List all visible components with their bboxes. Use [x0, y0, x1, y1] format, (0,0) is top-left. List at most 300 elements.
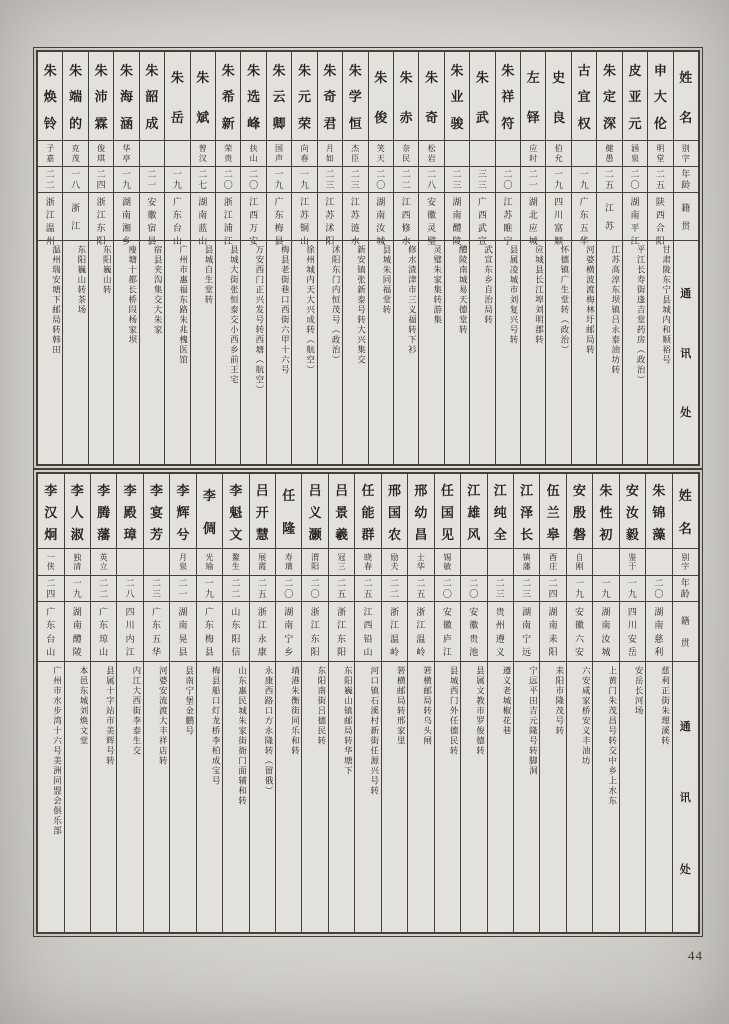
entry-alias — [292, 140, 316, 166]
glyph: 开 — [255, 504, 269, 520]
glyph: 泽 — [520, 504, 534, 520]
glyph: 四 — [548, 588, 558, 599]
glyph: 阳 — [231, 633, 241, 644]
entry-alias — [597, 140, 621, 166]
glyph: 一 — [274, 169, 284, 180]
entry-alias — [546, 140, 570, 166]
glyph: 月 — [325, 144, 334, 154]
glyph: 峰 — [247, 116, 261, 132]
entry-contact: 县城朱同福堂转 — [369, 240, 393, 464]
glyph: 二 — [45, 179, 55, 190]
entry-contact: 本邑东城刘焕文堂 — [65, 661, 90, 932]
glyph: 山 — [249, 153, 258, 163]
entry-alias — [567, 548, 592, 575]
glyph: 江 — [416, 620, 426, 631]
glyph: 鳌 — [231, 552, 240, 562]
glyph: 健 — [605, 144, 614, 154]
entry-alias — [318, 140, 342, 166]
glyph: 三 — [522, 588, 532, 599]
entry-name — [241, 52, 265, 140]
glyph: 广 — [152, 606, 162, 617]
glyph: 朱 — [297, 62, 311, 78]
glyph: 一 — [579, 169, 589, 180]
glyph: 元 — [297, 89, 311, 105]
glyph: 二 — [389, 588, 399, 599]
glyph: 吕 — [335, 482, 349, 498]
glyph: 敏 — [443, 562, 452, 571]
entry-age — [302, 575, 327, 601]
glyph: 的 — [69, 116, 83, 132]
glyph: 江 — [96, 210, 106, 220]
glyph: 五 — [579, 223, 589, 233]
entry-alias — [165, 140, 189, 166]
entry-contact: 箬横邮局转邢家里 — [382, 661, 407, 932]
entry-origin — [343, 192, 367, 246]
glyph: 城 — [601, 647, 611, 658]
glyph: 南 — [601, 620, 611, 631]
glyph: 朱 — [603, 62, 617, 78]
entry-age — [144, 575, 169, 601]
glyph: 徽 — [469, 620, 479, 631]
glyph: 羲 — [335, 526, 349, 542]
entry-age — [117, 575, 142, 601]
page-number: 44 — [688, 948, 703, 963]
glyph: 汝 — [625, 504, 639, 520]
glyph: 八 — [71, 179, 81, 190]
entry-alias — [593, 548, 618, 575]
glyph: 岭 — [389, 647, 399, 658]
entry-alias — [540, 548, 565, 575]
entry-age — [540, 575, 565, 601]
entry-column — [571, 52, 596, 464]
glyph: 李 — [44, 482, 58, 498]
entry-column — [215, 52, 240, 464]
entry-origin — [369, 192, 393, 246]
entry-alias — [355, 548, 380, 575]
glyph: 字 — [681, 562, 690, 571]
entry-name — [250, 474, 275, 548]
entry-age — [620, 575, 645, 601]
glyph: 江 — [520, 482, 534, 498]
glyph: 一 — [627, 578, 637, 589]
glyph: 宿 — [147, 223, 157, 233]
entry-age — [140, 166, 164, 192]
glyph: 江 — [401, 197, 411, 207]
glyph: 通 — [680, 287, 692, 300]
entry-contact: 内江大西街李泰生交 — [117, 661, 142, 932]
entry-age — [114, 166, 138, 192]
glyph: 五 — [257, 588, 267, 599]
entry-age — [276, 575, 301, 601]
glyph: 九 — [274, 179, 284, 190]
glyph: 山 — [198, 236, 208, 246]
entry-origin — [488, 601, 513, 661]
entry-column — [240, 52, 265, 464]
entry-name — [191, 52, 215, 140]
glyph: 皮 — [628, 62, 642, 78]
entry-alias — [114, 140, 138, 166]
glyph: 向 — [300, 144, 309, 154]
glyph: 富 — [554, 223, 564, 233]
entry-origin — [267, 192, 291, 246]
glyph: 九 — [299, 179, 309, 190]
glyph: 魁 — [229, 504, 243, 520]
glyph: 春 — [300, 153, 309, 163]
entry-name — [540, 474, 565, 548]
entry-column — [38, 474, 63, 932]
glyph: 慈 — [654, 633, 664, 644]
glyph: 朱 — [221, 62, 235, 78]
glyph: 朱 — [69, 62, 83, 78]
glyph: 东 — [231, 620, 241, 631]
glyph: 吕 — [308, 482, 322, 498]
entry-alias — [302, 548, 327, 575]
glyph: 湖 — [376, 197, 386, 207]
glyph: 湖 — [198, 197, 208, 207]
glyph: 伍 — [546, 482, 560, 498]
glyph: 温 — [416, 633, 426, 644]
glyph: 奈 — [402, 144, 411, 154]
entry-age — [646, 575, 671, 601]
glyph: 曾 — [198, 144, 207, 154]
glyph: 二 — [655, 169, 665, 180]
header-column — [673, 52, 698, 464]
glyph: 李 — [123, 482, 137, 498]
glyph: 二 — [654, 578, 664, 589]
entry-name — [292, 52, 316, 140]
entry-alias — [267, 140, 291, 166]
glyph: 景 — [335, 504, 349, 520]
glyph: 姓 — [679, 69, 693, 85]
glyph: 三 — [477, 169, 487, 180]
entry-contact: 靖港朱衡街同乐和转 — [276, 661, 301, 932]
entry-column — [249, 474, 275, 932]
glyph: 业 — [450, 89, 464, 105]
entry-name — [355, 474, 380, 548]
glyph: 九 — [627, 588, 637, 599]
entry-name — [572, 52, 596, 140]
entry-age — [343, 166, 367, 192]
glyph: 朱 — [323, 62, 337, 78]
glyph: 苏 — [325, 210, 335, 220]
glyph: 三 — [325, 179, 335, 190]
glyph: 永 — [257, 633, 267, 644]
glyph: 醴 — [72, 633, 82, 644]
glyph: 学 — [348, 89, 362, 105]
glyph: 二 — [46, 578, 56, 589]
entry-origin — [521, 192, 545, 246]
glyph: 武 — [477, 223, 487, 233]
glyph: 贯 — [681, 221, 691, 232]
glyph: 台 — [46, 633, 56, 644]
glyph: 李 — [97, 482, 111, 498]
glyph: 淑 — [70, 526, 84, 542]
glyph: 讯 — [679, 792, 691, 804]
glyph: 一 — [46, 552, 55, 562]
glyph: 古 — [577, 62, 591, 78]
entry-contact: 慈利正街朱理溪转 — [646, 661, 671, 932]
glyph: 陵 — [452, 236, 462, 246]
glyph: 朱 — [196, 69, 210, 85]
entry-age — [572, 166, 596, 192]
entry-name — [38, 474, 63, 548]
glyph: 南 — [548, 620, 558, 631]
glyph: 臣 — [351, 153, 360, 163]
entry-contact: 广州市水步湾十六号美洲同盟会俱乐部 — [38, 661, 63, 932]
entry-column — [291, 52, 316, 464]
glyph: 岭 — [416, 647, 426, 658]
glyph: 平 — [630, 223, 640, 233]
glyph: 二 — [337, 578, 347, 589]
entry-name — [140, 52, 164, 140]
entry-name — [267, 52, 291, 140]
entry-age — [521, 166, 545, 192]
glyph: 奇 — [425, 109, 439, 125]
entry-column — [520, 52, 545, 464]
glyph: 东 — [172, 210, 182, 220]
glyph: 苏 — [299, 210, 309, 220]
glyph: 安 — [625, 482, 639, 498]
entry-origin — [216, 192, 240, 246]
glyph: 睢 — [503, 223, 513, 233]
entry-name — [117, 474, 142, 548]
glyph: 泉 — [630, 153, 639, 163]
glyph: 人 — [70, 504, 84, 520]
entry-column — [38, 52, 62, 464]
entry-alias — [394, 140, 418, 166]
glyph: 天 — [376, 153, 385, 163]
glyph: 姓 — [678, 488, 692, 503]
glyph: 二 — [249, 169, 259, 180]
entry-contact: 河婆横波渡梅林圩邮局转 — [572, 240, 596, 464]
glyph: 权 — [577, 116, 591, 132]
entry-name — [91, 474, 116, 548]
glyph: 云 — [272, 89, 286, 105]
glyph: 一 — [172, 169, 182, 180]
glyph: 〇 — [249, 179, 259, 190]
glyph: 一 — [528, 179, 538, 190]
entry-name — [65, 474, 90, 548]
glyph: 湖 — [452, 197, 462, 207]
entry-age — [197, 575, 222, 601]
entry-contact: 六安咸家桥安义丰油坊 — [567, 661, 592, 932]
glyph: 磐 — [573, 526, 587, 542]
glyph: 汉 — [44, 504, 58, 520]
entry-column — [113, 52, 138, 464]
glyph: 西 — [655, 210, 665, 220]
glyph: 山 — [172, 236, 182, 246]
entry-contact: 梅县船口灯龙桥李柏成宝号 — [197, 661, 222, 932]
glyph: 涵 — [630, 144, 639, 154]
glyph: 安 — [573, 482, 587, 498]
glyph: 皋 — [546, 526, 560, 542]
glyph: 贯 — [680, 638, 690, 649]
glyph: 南 — [522, 620, 532, 631]
entry-column — [592, 474, 618, 932]
entry-age — [496, 166, 520, 192]
glyph: 浙 — [389, 606, 399, 617]
entry-origin — [63, 192, 87, 240]
glyph: 朱 — [450, 62, 464, 78]
entry-contact: 山东惠民城朱家街衙门面辅和转 — [223, 661, 248, 932]
glyph: 宴 — [150, 504, 164, 520]
glyph: 朱 — [599, 482, 613, 498]
glyph: 庄 — [549, 562, 558, 571]
glyph: 籍 — [680, 615, 690, 626]
glyph: 县 — [147, 236, 157, 246]
entry-origin — [318, 192, 342, 246]
glyph: 朱 — [425, 69, 439, 85]
glyph: 朱 — [652, 482, 666, 498]
glyph: 浙 — [96, 197, 106, 207]
glyph: 安 — [249, 236, 259, 246]
entry-alias — [445, 140, 469, 166]
glyph: 安 — [469, 606, 479, 617]
glyph: 湖 — [630, 197, 640, 207]
entry-origin — [496, 192, 520, 246]
glyph: 灏 — [308, 526, 322, 542]
entry-contact: 县属十字站市美辉号转 — [91, 661, 116, 932]
glyph: 州 — [495, 620, 505, 631]
entry-column — [596, 52, 621, 464]
glyph: 堂 — [656, 153, 665, 163]
glyph: 顺 — [554, 236, 564, 246]
glyph: 时 — [529, 153, 538, 163]
glyph: 二 — [495, 578, 505, 589]
entry-column — [139, 52, 164, 464]
glyph: 李 — [150, 482, 164, 498]
glyph: 芳 — [150, 526, 164, 542]
entry-alias — [250, 548, 275, 575]
glyph: 广 — [46, 606, 56, 617]
glyph: 九 — [554, 179, 564, 190]
entry-contact: 东阳南街吕德民转 — [302, 661, 327, 932]
glyph: 广 — [204, 606, 214, 617]
glyph: 宣 — [477, 236, 487, 246]
entry-alias — [419, 140, 443, 166]
entry-column — [169, 474, 195, 932]
entry-origin — [572, 192, 596, 246]
glyph: 乡 — [122, 236, 132, 246]
entry-contact: 灵璧朱家集转游集 — [419, 240, 443, 464]
glyph: 二 — [363, 578, 373, 589]
glyph: 茂 — [71, 153, 80, 163]
glyph: 安 — [627, 633, 637, 644]
glyph: 清 — [73, 562, 82, 571]
entry-alias — [63, 140, 87, 166]
glyph: 〇 — [630, 179, 640, 190]
glyph: 吕 — [255, 482, 269, 498]
glyph: 朱 — [374, 69, 388, 85]
entry-name — [546, 52, 570, 140]
glyph: 江 — [125, 647, 135, 658]
glyph: 苏 — [503, 210, 513, 220]
glyph: 二 — [389, 578, 399, 589]
entry-alias — [241, 140, 265, 166]
entry-contact: 河口镇石溪村新街任源兴号转 — [355, 661, 380, 932]
glyph: 阳 — [325, 236, 335, 246]
entry-origin — [445, 192, 469, 246]
glyph: 纯 — [493, 504, 507, 520]
glyph: 笑 — [376, 144, 385, 154]
entry-column — [354, 474, 380, 932]
glyph: 五 — [152, 633, 162, 644]
glyph: 名 — [679, 109, 693, 125]
glyph: 任 — [440, 482, 454, 498]
glyph: 昌 — [414, 526, 428, 542]
entry-alias — [382, 548, 407, 575]
glyph: 瑜 — [205, 562, 214, 571]
glyph: 南 — [284, 620, 294, 631]
entry-age — [567, 575, 592, 601]
entry-column — [645, 474, 671, 932]
entry-name — [170, 474, 195, 548]
glyph: 藩 — [97, 526, 111, 542]
glyph: 修 — [401, 223, 411, 233]
column-header-alias — [673, 548, 698, 575]
glyph: 涟 — [350, 223, 360, 233]
glyph: 二 — [198, 169, 208, 180]
entry-name — [343, 52, 367, 140]
glyph: 亚 — [628, 89, 642, 105]
entry-contact: 梅县老街巷口西街六甲十六号 — [267, 240, 291, 464]
entry-origin — [435, 601, 460, 661]
glyph: 全 — [493, 526, 507, 542]
entry-contact: 甘肃陇东宁县城内和顺裕号 — [648, 240, 672, 464]
glyph: 江 — [350, 197, 360, 207]
glyph: 南 — [178, 620, 188, 631]
glyph: 三 — [350, 179, 360, 190]
glyph: 霞 — [258, 562, 267, 571]
glyph: 浙 — [45, 197, 55, 207]
glyph: 涵 — [120, 116, 134, 132]
glyph: 江 — [223, 210, 233, 220]
glyph: 浙 — [71, 202, 81, 213]
glyph: 江 — [630, 236, 640, 246]
entry-name — [567, 474, 592, 548]
glyph: 浙 — [337, 606, 347, 617]
entry-origin — [144, 601, 169, 661]
glyph: 五 — [655, 179, 665, 190]
glyph: 铅 — [363, 633, 373, 644]
glyph: 锡 — [443, 552, 452, 562]
entry-contact: 县城大街张恒泰交小西乡前王宅 — [216, 240, 240, 464]
glyph: 阳 — [311, 562, 320, 571]
glyph: 徽 — [147, 210, 157, 220]
glyph: 朱 — [94, 62, 108, 78]
glyph: 九 — [204, 588, 214, 599]
glyph: 康 — [257, 647, 267, 658]
glyph: 苏 — [350, 210, 360, 220]
glyph: 信 — [231, 647, 241, 658]
glyph: 城 — [528, 236, 538, 246]
glyph: 炯 — [44, 526, 58, 542]
entry-column — [328, 474, 354, 932]
glyph: 山 — [46, 647, 56, 658]
entry-alias — [435, 548, 460, 575]
glyph: 三 — [337, 562, 346, 571]
glyph: 南 — [198, 210, 208, 220]
glyph: 晃 — [178, 633, 188, 644]
entry-contact: 耒阳市隆茂号转 — [540, 661, 565, 932]
glyph: 岩 — [427, 153, 436, 163]
entry-contact: 温州瑞安塘下邮局转韩田 — [38, 240, 62, 464]
glyph: 符 — [501, 116, 515, 132]
glyph: 应 — [529, 144, 538, 154]
entry-origin — [89, 192, 113, 246]
column-header-name — [673, 474, 698, 548]
glyph: 西 — [363, 620, 373, 631]
